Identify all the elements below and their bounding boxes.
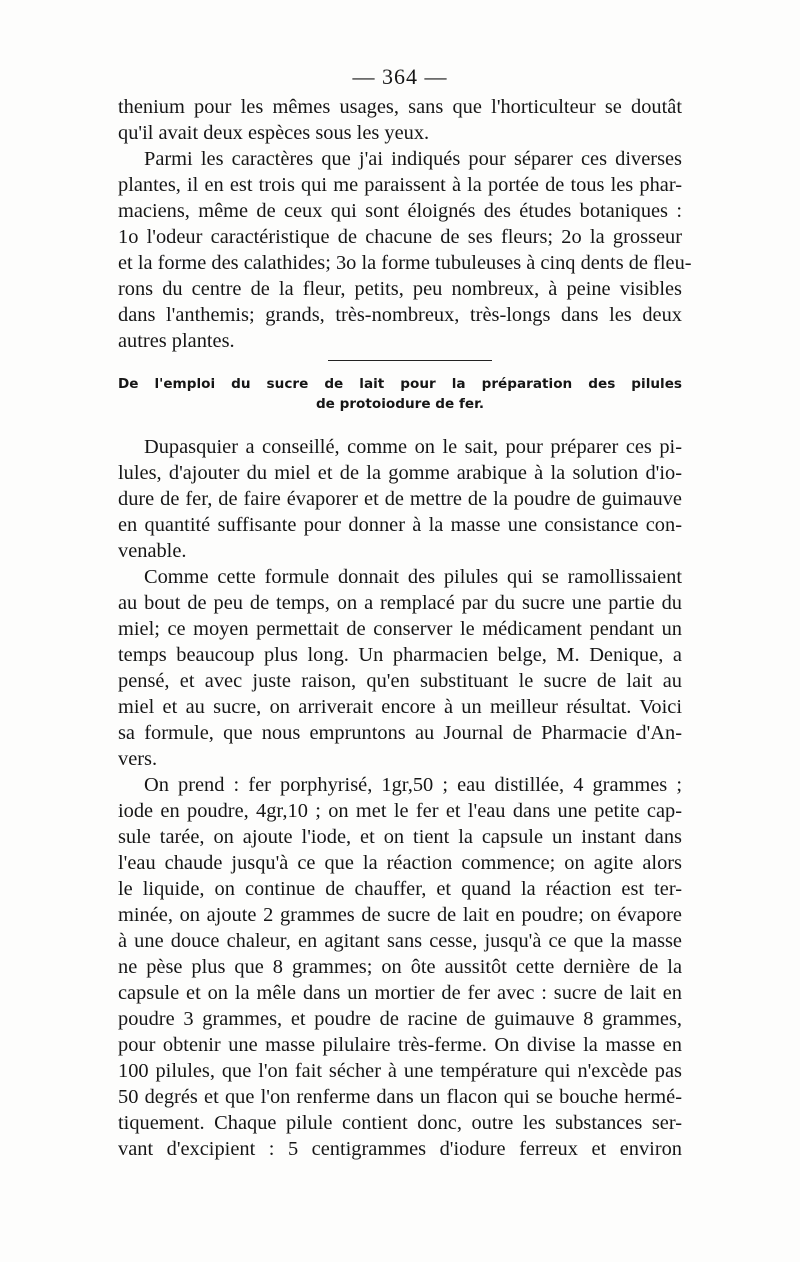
- text-block-top: [118, 94, 692, 354]
- text-line: miel; ce moyen permettait de conserver le médicament pendant un: [118, 618, 682, 640]
- text-line: vers.: [118, 748, 158, 770]
- text-line: maciens, même de ceux qui sont éloignés des études botaniques :: [118, 200, 682, 222]
- text-line: minée, on ajoute 2 grammes de sucre de lait en poudre; on évapore: [118, 904, 682, 926]
- text-line: à une douce chaleur, en agitant sans cesse, jusqu'à ce que la masse: [118, 930, 682, 952]
- text-line: 100 pilules, que l'on fait sécher à une température qui n'excède pas: [118, 1060, 682, 1082]
- text-line: miel et au sucre, on arriverait encore à un meilleur résultat. Voici: [118, 696, 682, 718]
- text-line: On prend : fer porphyrisé, 1gr,50 ; eau distillée, 4 grammes ;: [144, 774, 682, 796]
- text-line: thenium pour les mêmes usages, sans que l'horticulteur se doutât: [118, 96, 682, 118]
- text-line: lules, d'ajouter du miel et de la gomme arabique à la solution d'io-: [118, 462, 682, 484]
- text-line: tiquement. Chaque pilule contient donc, outre les substances ser-: [118, 1112, 682, 1134]
- text-line: 1o l'odeur caractéristique de chacune de ses fleurs; 2o la grosseur: [118, 226, 682, 248]
- text-line: autres plantes.: [118, 330, 235, 352]
- text-line: dans l'anthemis; grands, très-nombreux, très-longs dans les deux: [118, 304, 682, 326]
- heading-line: de protoiodure de fer.: [315, 396, 485, 412]
- text-line: pour obtenir une masse pilulaire très-ferme. On divise la masse en: [118, 1034, 682, 1056]
- text-line: venable.: [118, 540, 187, 562]
- paragraph-continuation: [118, 94, 682, 146]
- text-line: Dupasquier a conseillé, comme on le sait, pour préparer ces pi-: [144, 436, 682, 458]
- text-line: rons du centre de la fleur, petits, peu nombreux, à peine visibles: [118, 278, 682, 300]
- text-line: en quantité suffisante pour donner à la masse une consistance con-: [118, 514, 682, 536]
- text-line: Comme cette formule donnait des pilules qui se ramollissaient: [144, 566, 682, 588]
- text-line: 50 degrés et que l'on renferme dans un flacon qui se bouche hermé-: [118, 1086, 682, 1108]
- heading-line: De l'emploi du sucre de lait pour la préparation des pilules: [118, 376, 682, 392]
- text-line: l'eau chaude jusqu'à ce que la réaction commence; on agite alors: [118, 852, 682, 874]
- text-line: Parmi les caractères que j'ai indiqués pour séparer ces diverses: [144, 148, 682, 170]
- text-block-bottom: [118, 434, 682, 1162]
- section-divider: [328, 360, 492, 361]
- text-line: vant d'excipient : 5 centigrammes d'iodure ferreux et environ: [118, 1138, 682, 1160]
- section-heading: [118, 374, 682, 414]
- paragraph-formule: [118, 564, 682, 772]
- text-line: iode en poudre, 4gr,10 ; on met le fer et l'eau dans une petite cap-: [118, 800, 682, 822]
- text-line: le liquide, on continue de chauffer, et quand la réaction est ter-: [118, 878, 682, 900]
- page-number: — 364 —: [352, 64, 448, 89]
- paragraph-characters: [118, 146, 692, 354]
- text-line: au bout de peu de temps, on a remplacé par du sucre une partie du: [118, 592, 682, 614]
- text-line: poudre 3 grammes, et poudre de racine de guimauve 8 grammes,: [118, 1008, 682, 1030]
- text-line: dure de fer, de faire évaporer et de mettre de la poudre de guimauve: [118, 488, 682, 510]
- paragraph-dupasquier: [118, 434, 682, 564]
- text-line: pensé, et avec juste raison, qu'en substituant le sucre de lait au: [118, 670, 682, 692]
- paragraph-recipe: [118, 772, 682, 1162]
- text-line: qu'il avait deux espèces sous les yeux.: [118, 122, 430, 144]
- text-line: temps beaucoup plus long. Un pharmacien belge, M. Denique, a: [118, 644, 682, 666]
- text-line: sa formule, que nous empruntons au Journal de Pharmacie d'An-: [118, 722, 682, 744]
- text-line: et la forme des calathides; 3o la forme tubuleuses à cinq dents de fleu-: [118, 252, 692, 274]
- text-line: ne pèse plus que 8 grammes; on ôte aussitôt cette dernière de la: [118, 956, 682, 978]
- text-line: plantes, il en est trois qui me paraissent à la portée de tous les phar-: [118, 174, 682, 196]
- text-line: capsule et on la mêle dans un mortier de fer avec : sucre de lait en: [118, 982, 682, 1004]
- text-line: sule tarée, on ajoute l'iode, et on tient la capsule un instant dans: [118, 826, 682, 848]
